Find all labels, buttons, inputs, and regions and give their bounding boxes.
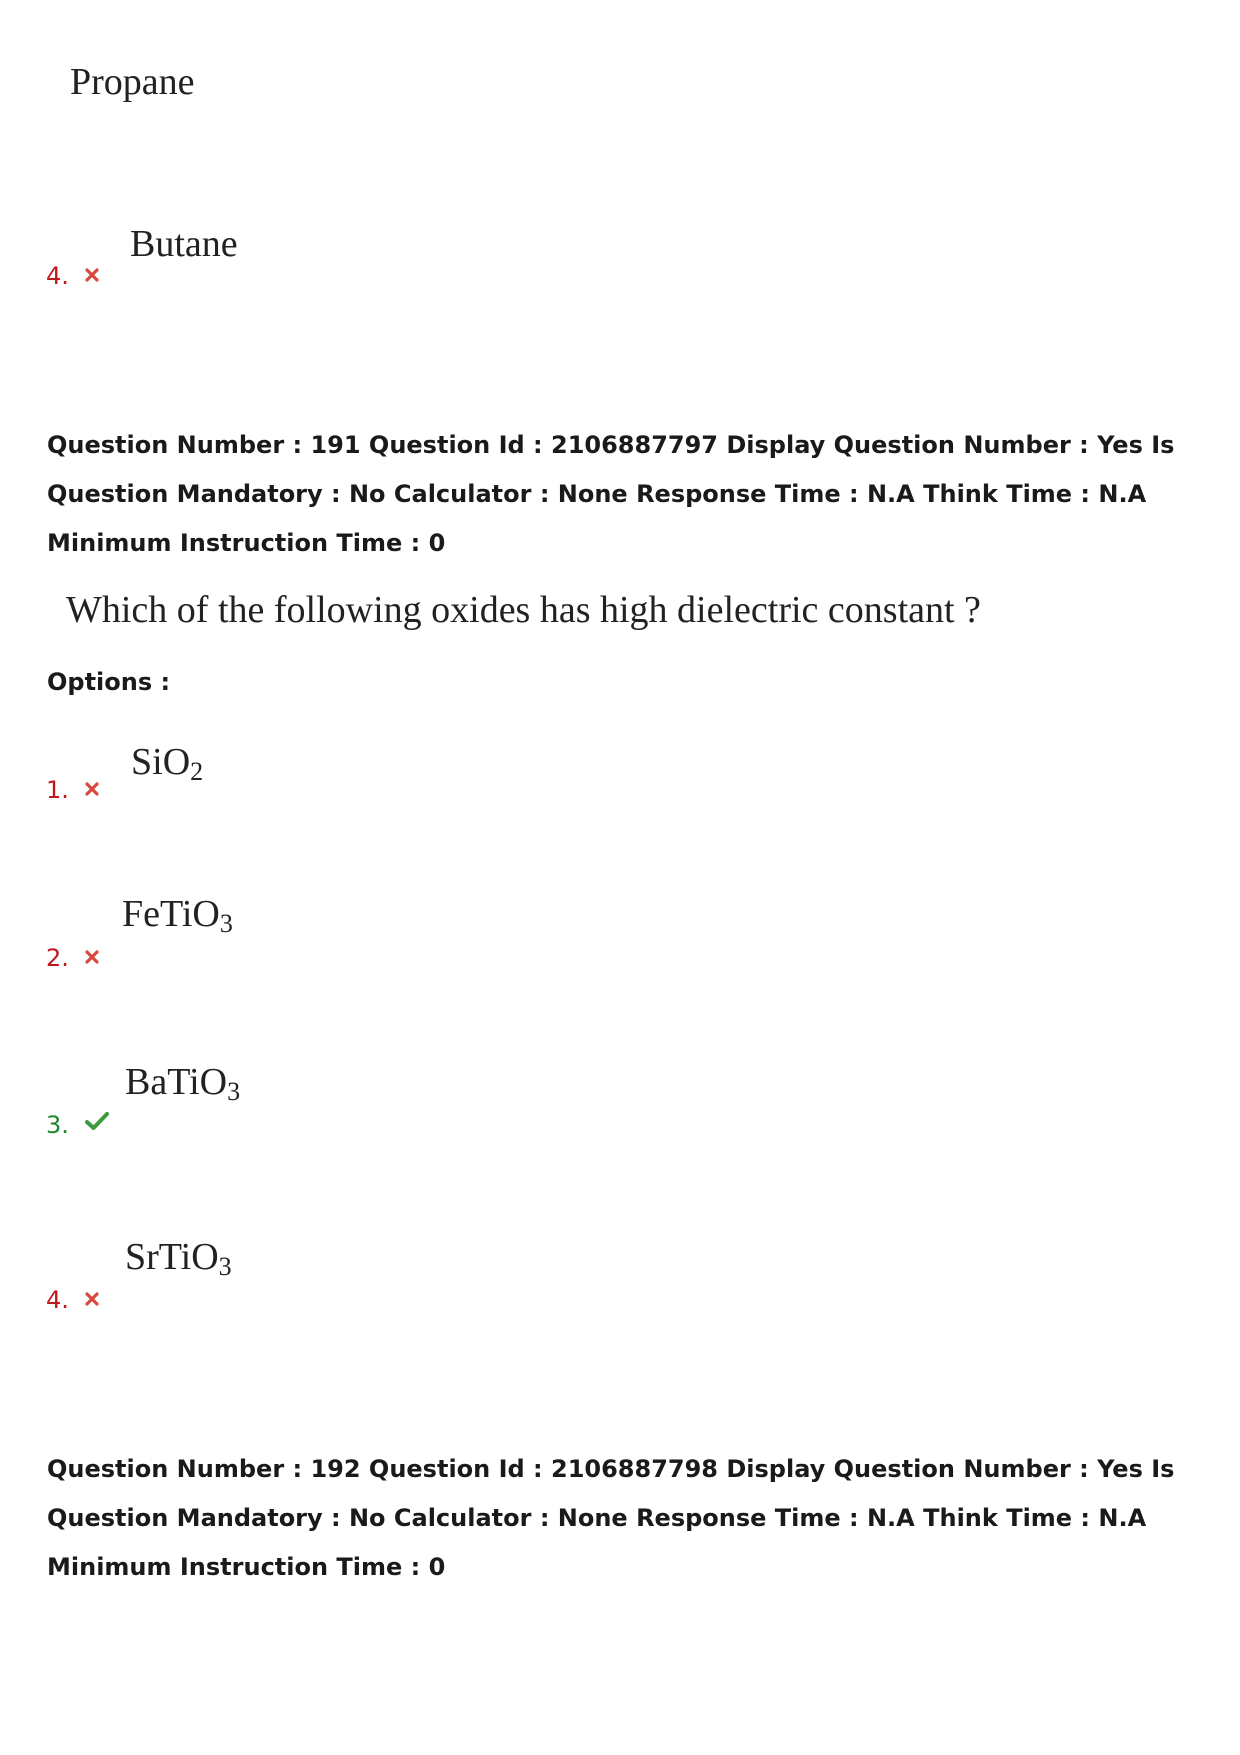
option-2-formula: FeTiO$_3$ [122,893,233,938]
option-4-formula: SrTiO$_3$ [125,1236,232,1281]
question-191-text: Which of the following oxides has high dielectric constant ? [66,589,981,631]
cross-icon [85,1292,99,1306]
option-3-number: 3. [46,1111,69,1139]
option-2-marker [46,944,99,972]
option-3-formula: BaTiO$_3$ [125,1061,241,1106]
option-4-marker [46,1286,99,1314]
prev-option-4-text: Butane [130,223,238,265]
prev-option-3-text: Propane [70,61,195,103]
option-1-number: 1. [46,776,69,804]
option-1-marker [46,776,99,804]
cross-icon [85,268,99,282]
question-192-meta: Question Number : 192 Question Id : 2106887798 Display Question Number : Yes Is Question Mandatory : No Calculator : None Response Time : N.A Think Time : N.A Minimum Instruction Time : 0 [47,1455,1175,1581]
options-label: Options : [47,668,171,696]
option-2-number: 2. [46,944,69,972]
option-1-formula: SiO$_2$ [131,741,204,786]
option-3-marker [46,1111,109,1139]
prev-option-4-number: 4. [46,262,69,290]
cross-icon [85,782,99,796]
prev-option-4-marker [46,262,99,290]
cross-icon [85,950,99,964]
option-4-number: 4. [46,1286,69,1314]
question-191-meta: Question Number : 191 Question Id : 2106887797 Display Question Number : Yes Is Question Mandatory : No Calculator : None Response Time : N.A Think Time : N.A Minimum Instruction Time : 0 [47,431,1175,557]
check-icon [85,1111,109,1131]
